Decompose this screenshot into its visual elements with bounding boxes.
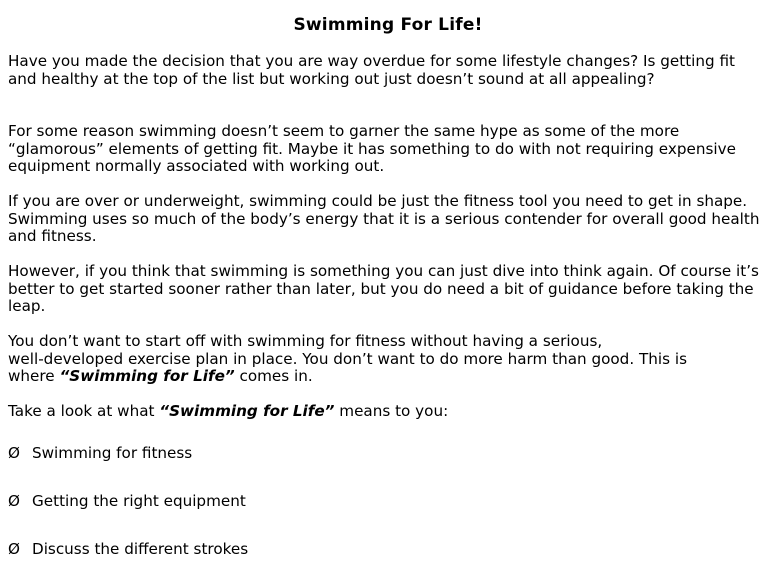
paragraph-6-end: means to you:: [334, 402, 449, 420]
paragraph-6-start: Take a look at what: [8, 402, 160, 420]
list-item: [8, 492, 768, 510]
paragraph-5-line-3-start: where: [8, 367, 60, 386]
paragraph-5: [8, 333, 768, 386]
paragraph-3: If you are over or underweight, swimming could be just the fitness tool you need to get in shape. Swimming uses so much of the body’s energy that it is a serious contender for overall good health and fitness.: [8, 192, 760, 246]
paragraph-5-line-1: You don’t want to start off with swimming for fitness without having a serious,: [8, 332, 603, 350]
bullet-marker-icon: Ø: [8, 540, 20, 558]
bullet-text: Discuss the different strokes: [32, 540, 249, 558]
list-item: [8, 444, 768, 462]
paragraph-4: However, if you think that swimming is something you can just dive into think again. Of course it’s better to get started sooner rather than later, but you do need a bit of guidance before taking the leap.: [8, 262, 759, 316]
paragraph-1: Have you made the decision that you are way overdue for some lifestyle changes? Is getting fit and healthy at the top of the list but working out just doesn’t sound at all appealing?: [8, 52, 735, 88]
paragraph-5-line-3-end: comes in.: [234, 367, 313, 386]
document-title: Swimming For Life!: [293, 15, 483, 35]
swimming-for-life-emphasis: “Swimming for Life”: [159, 402, 335, 420]
swimming-for-life-emphasis: “Swimming for Life”: [59, 367, 235, 386]
bullet-text: Getting the right equipment: [32, 492, 246, 510]
bullet-text: Swimming for fitness: [32, 444, 193, 462]
paragraph-5-line-2: well-developed exercise plan in place. You don’t want to do more harm than good. This is: [8, 349, 687, 368]
bullet-marker-icon: Ø: [8, 492, 20, 510]
paragraph-2: For some reason swimming doesn’t seem to garner the same hype as some of the more “glamorous” elements of getting fit. Maybe it has something to do with not requiring expensive equipment normally associated with working out.: [8, 122, 736, 176]
paragraph-6: [8, 403, 768, 421]
bullet-marker-icon: Ø: [8, 444, 20, 462]
list-item: [8, 540, 768, 558]
